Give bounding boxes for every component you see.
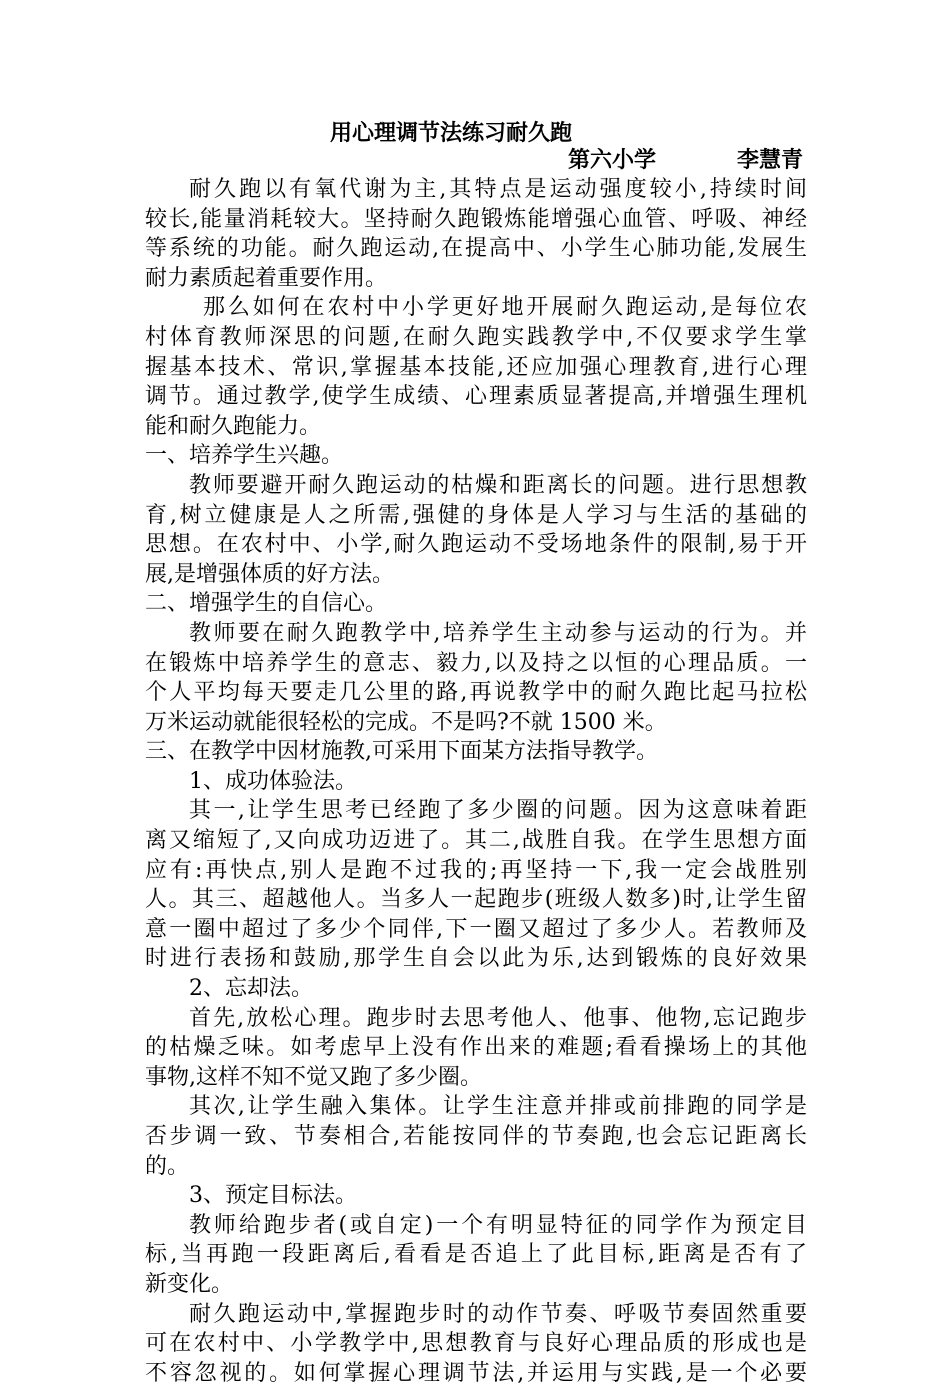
text-line: 新变化。 <box>145 1271 234 1297</box>
text-line: 首先,放松心理。跑步时去思考他人、他事、他物,忘记跑步 <box>189 1005 807 1031</box>
text-line: 育,树立健康是人之所需,强健的身体是人学习与生活的基础的 <box>145 502 807 528</box>
text-line: 可在农村中、小学教学中,思想教育与良好心理品质的形成也是 <box>145 1331 807 1357</box>
text-line: 标,当再跑一段距离后,看看是否追上了此目标,距离是否有了 <box>145 1242 807 1268</box>
text-line: 其一,让学生思考已经跑了多少圈的问题。因为这意味着距 <box>189 798 807 824</box>
author-name: 李慧青 <box>737 147 804 173</box>
text-line: 展,是增强体质的好方法。 <box>145 561 394 587</box>
text-line: 离又缩短了,又向成功迈进了。其二,战胜自我。在学生思想方面 <box>145 828 807 854</box>
text-line: 思想。在农村中、小学,耐久跑运动不受场地条件的限制,易于开 <box>145 532 807 558</box>
text-line: 较长,能量消耗较大。坚持耐久跑锻炼能增强心血管、呼吸、神经 <box>145 206 807 232</box>
text-line: 2、忘却法。 <box>189 976 313 1002</box>
text-line: 在锻炼中培养学生的意志、毅力,以及持之以恒的心理品质。一 <box>145 650 807 676</box>
text-line: 教师要在耐久跑教学中,培养学生主动参与运动的行为。并 <box>189 620 807 646</box>
text-line: 能和耐久跑能力。 <box>145 413 322 439</box>
text-line: 个人平均每天要走几公里的路,再说教学中的耐久跑比起马拉松 <box>145 680 807 706</box>
text-line: 等系统的功能。耐久跑运动,在提高中、小学生心肺功能,发展生 <box>145 236 807 262</box>
text-line: 二、增强学生的自信心。 <box>145 591 388 617</box>
text-line: 1、成功体验法。 <box>189 768 357 794</box>
text-line: 耐久跑运动中,掌握跑步时的动作节奏、呼吸节奏固然重要 <box>189 1301 807 1327</box>
text-line: 教师给跑步者(或自定)一个有明显特征的同学作为预定目 <box>189 1212 807 1238</box>
text-line: 耐久跑以有氧代谢为主,其特点是运动强度较小,持续时间 <box>189 177 807 202</box>
text-line: 村体育教师深思的问题,在耐久跑实践教学中,不仅要求学生掌 <box>145 324 807 350</box>
body-text <box>145 175 807 1388</box>
text-line: 万米运动就能很轻松的完成。不是吗?不就 1500 米。 <box>145 709 667 735</box>
text-line: 握基本技术、常识,掌握基本技能,还应加强心理教育,进行心理 <box>145 354 807 380</box>
document-title: 用心理调节法练习耐久跑 <box>330 120 573 146</box>
text-line: 意一圈中超过了多少个同伴,下一圈又超过了多少人。若教师及 <box>145 916 807 942</box>
text-line: 的枯燥乏味。如考虑早上没有作出来的难题;看看操场上的其他 <box>145 1035 807 1061</box>
text-line: 事物,这样不知不觉又跑了多少圈。 <box>145 1064 482 1090</box>
text-line: 应有:再快点,别人是跑不过我的;再坚持一下,我一定会战胜别 <box>145 857 807 883</box>
text-line: 一、培养学生兴趣。 <box>145 443 344 469</box>
text-line: 教师要避开耐久跑运动的枯燥和距离长的问题。进行思想教 <box>189 472 807 498</box>
text-line: 三、在教学中因材施教,可采用下面某方法指导教学。 <box>145 739 658 765</box>
text-line: 不容忽视的。如何掌握心理调节法,并运用与实践,是一个必要 <box>145 1360 807 1386</box>
text-line: 那么如何在农村中小学更好地开展耐久跑运动,是每位农 <box>203 295 807 321</box>
text-line: 人。其三、超越他人。当多人一起跑步(班级人数多)时,让学生留 <box>145 887 807 913</box>
text-line: 否步调一致、节奏相合,若能按同伴的节奏跑,也会忘记距离长 <box>145 1124 807 1149</box>
text-line: 调节。通过教学,使学生成绩、心理素质显著提高,并增强生理机 <box>145 384 807 410</box>
text-line: 耐力素质起着重要作用。 <box>145 265 388 291</box>
text-line: 的。 <box>145 1153 190 1179</box>
text-line: 3、预定目标法。 <box>189 1183 357 1209</box>
text-line: 时进行表扬和鼓励,那学生自会以此为乐,达到锻炼的良好效果 <box>145 946 807 972</box>
school-name: 第六小学 <box>568 147 657 173</box>
text-line: 其次,让学生融入集体。让学生注意并排或前排跑的同学是 <box>189 1094 807 1120</box>
